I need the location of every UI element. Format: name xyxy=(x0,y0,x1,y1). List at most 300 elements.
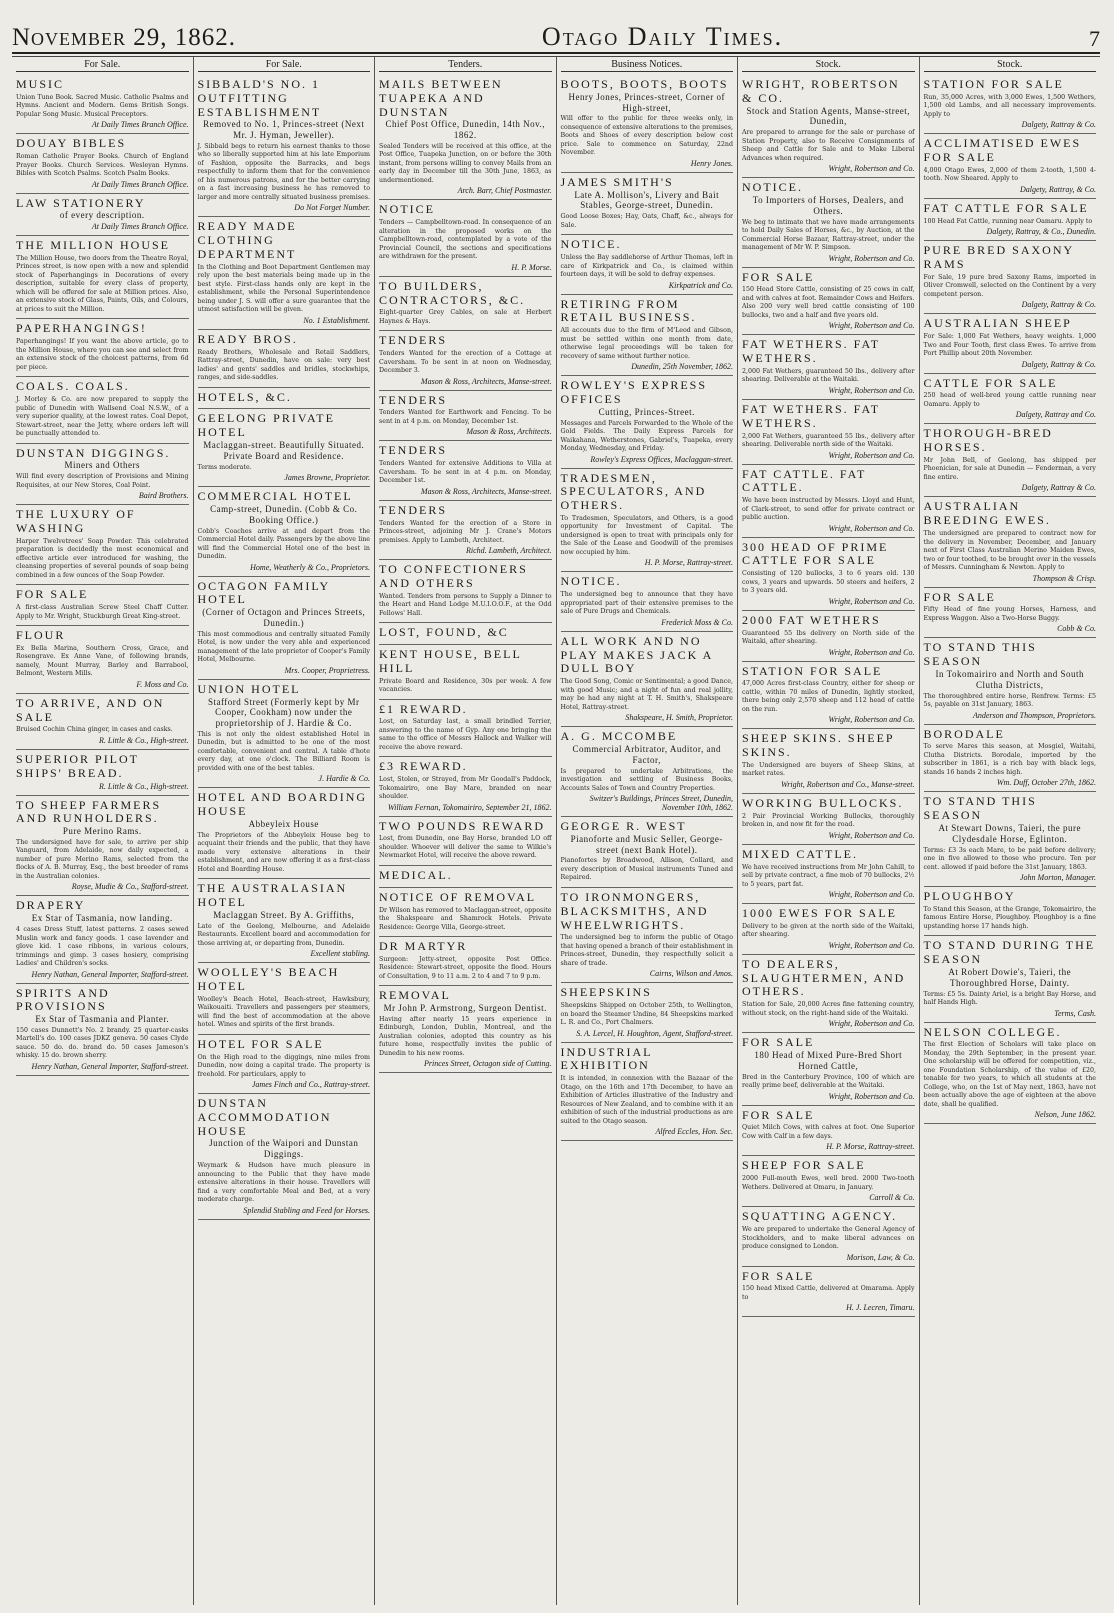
ad-signature: Home, Weatherly & Co., Proprietors. xyxy=(250,562,370,572)
ad-signature: Wright, Robertson and Co. xyxy=(828,450,915,460)
advertisement xyxy=(561,376,734,468)
ad-headline: FOR SALE xyxy=(742,1035,815,1050)
ad-signature: Dalgety, Rattray, & Co. xyxy=(1020,184,1096,194)
ad-body: 2000 Full-mouth Ewes, well bred. 2000 Two-tooth Wethers. Delivered at Omaru, in January. xyxy=(742,1175,915,1191)
advertisement xyxy=(561,1043,734,1142)
column-grid xyxy=(12,57,1100,1605)
page-number: 7 xyxy=(1089,26,1100,51)
advertisement xyxy=(198,963,371,1035)
ad-headline: MAILS BETWEEN TUAPEKA AND DUNSTAN xyxy=(379,77,503,119)
ad-signature: Wright, Robertson and Co. xyxy=(828,164,915,174)
ad-signature: Wright, Robertson and Co. xyxy=(828,890,915,900)
ad-body: The first Election of Scholars will take place on Monday, the 29th September, in the present year. One scholarship will be offered for competition, viz., one Foundation Scholarship, of the value of £20, tenable for two years, to which all students at the College, who, on the 1st of May next, 1863, have not been actually above the age of eighteen at the above date, shall be qualified. xyxy=(923,1041,1096,1108)
ad-body: The thoroughbred entire horse, Renfrew. Terms: £5 5s, payable on 31st January, 1863. xyxy=(923,692,1096,709)
ad-headline: £1 REWARD. xyxy=(379,701,468,716)
advertisement xyxy=(16,75,189,134)
advertisement xyxy=(16,319,189,377)
ad-signature: H. P. Morse, Rattray-street. xyxy=(826,1142,915,1152)
ad-signature: Cobb & Co. xyxy=(1057,624,1096,634)
ad-headline: HOTEL AND BOARDING HOUSE xyxy=(197,790,368,819)
ad-signature: Henry Nathan, General Importer, Stafford-street. xyxy=(31,1061,189,1071)
ad-headline: KENT HOUSE, BELL HILL xyxy=(379,646,522,675)
advertisement xyxy=(16,377,189,443)
ad-body: For Sale, 19 pure bred Saxony Rams, imported in Oliver Cromwell, selected on the Continent by a very competent person. xyxy=(923,273,1096,298)
ad-body: Late of the Geelong, Melbourne, and Adelaide Restaurants. Excellent board and accommodation for those arriving at, or departing from, Dunedin. xyxy=(197,922,370,947)
advertisement xyxy=(379,75,552,200)
ad-body: All accounts due to the firm of M'Leod and Gibson, must be settled within one month from date, otherwise legal proceedings will be taken for recovery of same without further notice. xyxy=(560,327,733,360)
ad-body: Terms moderate. xyxy=(197,463,252,471)
ad-headline: TENDERS xyxy=(379,333,447,348)
advertisement xyxy=(742,611,915,662)
ad-headline: INDUSTRIAL EXHIBITION xyxy=(560,1044,653,1073)
ad-headline: THE AUSTRALASIAN HOTEL xyxy=(197,881,348,910)
advertisement xyxy=(742,465,915,538)
ad-signature: Dalgety, Rattray and Co. xyxy=(1015,410,1096,420)
ad-body: Lost, Stolen, or Strayed, from Mr Goodall's Paddock, Tokomairiro, one Bay Mare, branded on near shoulder. xyxy=(379,776,552,801)
ad-headline: LOST, FOUND, &C xyxy=(379,625,509,640)
ad-headline: SHEEP SKINS. SHEEP SKINS. xyxy=(742,731,895,760)
advertisement xyxy=(742,1106,915,1157)
advertisement xyxy=(198,330,371,388)
advertisement xyxy=(198,388,371,410)
ad-body: Cobb's Coaches arrive at and depart from the Commercial Hotel daily. Passengers by the above line will find the Commercial Hotel one of the best in Dunedin. xyxy=(197,527,370,561)
ad-subheading: Stafford Street (Formerly kept by Mr Cooper, Cookham) now under the proprietorship of J. Hardie & Co. xyxy=(207,696,360,729)
ad-signature: John Morton, Manager. xyxy=(1020,873,1096,883)
ad-signature: Mason & Ross, Architects, Manse-street. xyxy=(420,486,552,496)
ad-signature: At Daily Times Branch Office. xyxy=(91,120,189,130)
ad-signature: Henry Jones. xyxy=(690,158,733,168)
ad-headline: FAT WETHERS. FAT WETHERS. xyxy=(742,401,880,430)
ad-headline: TO IRONMONGERS, BLACKSMITHS, AND WHEELWRIGHTS. xyxy=(560,889,709,932)
ad-body: 2,000 Fat Wethers, guaranteed 55 lbs., delivery after shearing. Deliverable north side of the Waitaki. xyxy=(742,432,915,449)
advertisement xyxy=(561,632,734,727)
ad-body: This is not only the oldest established Hotel in Dunedin, but is admitted to be one of the most comfortable, convenient and central. A table d'hote every day, at one o'clock. The Billiard Room is provided with one of the best tables. xyxy=(197,730,370,772)
ad-headline: FAT WETHERS. FAT WETHERS. xyxy=(742,337,880,366)
ad-body: Is prepared to undertake Arbitrations, the investigation and settling of Business Books, Accounts Sales of Town and Country Properties. xyxy=(560,767,733,792)
ad-signature: Princes Street, Octagon side of Cutting. xyxy=(424,1059,552,1069)
ad-signature: Wright, Robertson and Co. xyxy=(828,830,915,840)
ad-signature: Anderson and Thompson, Proprietors. xyxy=(972,710,1096,720)
advertisement xyxy=(198,879,371,963)
ad-headline: THE MILLION HOUSE xyxy=(16,238,170,253)
ad-signature: Wright, Robertson and Co. xyxy=(828,385,915,395)
ad-body: 150 Head Store Cattle, consisting of 25 cows in calf, and with calves at foot. Remainder Cows and Heifers. Also 200 very well bred cattle consisting of 100 bullocks, two and a half and five years old. xyxy=(742,286,915,319)
advertisement xyxy=(198,788,371,879)
advertisement xyxy=(561,888,734,983)
ad-body: Paperhangings! If you want the above article, go to the Million House, where you can see and select from an extensive stock of the choicest patterns, from 6d per piece. xyxy=(16,338,189,371)
ad-body: To serve Mares this season, at Mosgiel, Waitahi, Clutha Districts. Borodale, imported by the subscriber in 1861, is a rich bay with black legs, stands 16 hands 2 inches high. xyxy=(923,743,1096,776)
ad-subheading: Late A. Mollison's, Livery and Bait Stables, George-street, Dunedin. xyxy=(574,189,720,211)
ad-headline: FOR SALE xyxy=(742,269,815,284)
ad-signature: Nelson, June 1862. xyxy=(1034,1110,1096,1120)
advertisement xyxy=(742,1033,915,1105)
advertisement xyxy=(379,866,552,888)
advertisement xyxy=(379,441,552,500)
ad-headline: TRADESMEN, SPECULATORS, AND OTHERS. xyxy=(560,470,707,513)
ad-headline: STATION FOR SALE xyxy=(923,77,1064,91)
ad-headline: PAPERHANGINGS! xyxy=(16,321,147,336)
ad-subheading: Chief Post Office, Dunedin, 14th Nov., 1862. xyxy=(385,119,545,141)
advertisement xyxy=(198,1094,371,1219)
ad-body: Run, 35,000 Acres, with 3,000 Ewes, 1,500 Wethers, 1,500 old Lambs, and all necessary improvements. Apply to xyxy=(923,93,1096,118)
advertisement xyxy=(379,623,552,645)
advertisement xyxy=(561,75,734,173)
masthead xyxy=(12,8,1100,54)
ad-headline: FOR SALE xyxy=(923,589,996,604)
ad-signature: H. J. Lecren, Timaru. xyxy=(846,1303,915,1313)
ad-subheading: Ex Star of Tasmania and Planter. xyxy=(35,1014,170,1025)
ad-headline: ALL WORK AND NO PLAY MAKES JACK A DULL BOY xyxy=(560,633,713,676)
advertisement xyxy=(379,937,552,986)
advertisement xyxy=(16,896,189,983)
ad-headline: WOOLLEY'S BEACH HOTEL xyxy=(197,965,340,993)
ad-headline: COMMERCIAL HOTEL xyxy=(197,489,353,504)
ad-body: In the Clothing and Boot Department Gentlemen may rely upon the best materials being made up in the best style. First-class hands only are kept in the establishment, while the Personal Superintendence being under J. S. will offer a sure guarantee that the utmost satisfaction will be given. xyxy=(197,263,370,314)
ad-subheading: Maclaggan Street. By A. Griffiths, xyxy=(213,909,355,920)
ad-body: Private Board and Residence, 30s per week. A few vacancies. xyxy=(379,677,552,694)
advertisement xyxy=(742,1207,915,1266)
ad-body: To Stand this Season, at the Grange, Tokomairiro, the famous Entire Horse, Ploughboy. Ploughboy is a fine upstanding horse 17 hands high. xyxy=(923,905,1096,930)
ad-headline: SUPERIOR PILOT SHIPS' BREAD. xyxy=(16,751,139,780)
ad-body: Lost, on Saturday last, a small brindled Terrier, answering to the name of Gyp. Any one bringing the same to the office of Messrs Hallock and Walker will receive the above reward. xyxy=(379,718,552,751)
ad-headline: DUNSTAN ACCOMMODATION HOUSE xyxy=(197,1096,332,1138)
ad-signature: Rowley's Express Offices, Maclaggan-street. xyxy=(590,454,733,464)
ad-headline: NOTICE. xyxy=(742,180,803,195)
advertisement xyxy=(742,904,915,955)
ad-signature: Kirkpatrick and Co. xyxy=(668,280,733,290)
ad-body: Eight-quarter Grey Cables, on sale at Herbert Haynes & Hays. xyxy=(379,309,552,325)
ad-headline: SHEEP FOR SALE xyxy=(742,1158,866,1173)
ad-headline: SQUATTING AGENCY. xyxy=(742,1209,898,1224)
advertisement xyxy=(198,1035,371,1094)
ad-body: The undersigned are prepared to contract now for the delivery in November, December, and January next of First Class Australian Merino Maiden Ewes, two or four toothed, to be brought over in the vessels of Messrs. Cunningham & Newton. Apply to xyxy=(923,530,1096,572)
ad-signature: Dalgety, Rattray & Co. xyxy=(1021,300,1096,310)
ad-headline: TWO POUNDS REWARD xyxy=(379,818,545,833)
ad-signature: Arch. Barr, Chief Postmaster. xyxy=(457,186,552,196)
advertisement xyxy=(379,391,552,442)
ad-headline: MIXED CATTLE. xyxy=(742,846,858,861)
ad-subheading: At Robert Dowie's, Taieri, the Thoroughbred Horse, Dainty. xyxy=(948,966,1072,988)
ad-headline: TENDERS xyxy=(379,443,447,458)
ad-subheading: Ex Star of Tasmania, now landing. xyxy=(31,913,173,924)
column-header: Stock. xyxy=(924,57,1097,72)
ad-headline: CATTLE FOR SALE xyxy=(923,375,1058,390)
ad-headline: RETIRING FROM RETAIL BUSINESS. xyxy=(560,296,697,325)
ad-subheading: Henry Jones, Princes-street, Corner of High-street, xyxy=(568,91,725,113)
ad-signature: Dalgety, Rattray & Co. xyxy=(1021,120,1096,130)
ad-body: Sealed Tenders will be received at this office, at the Post Office, Tuapeka Junction, on or before the 30th instant, from persons willing to convey Mails from an early day in December till the 30th June, 1863, as undermentioned. xyxy=(379,142,552,184)
ad-signature: Wright, Robertson and Co. xyxy=(828,715,915,725)
column-header: Tenders. xyxy=(379,57,552,72)
ad-signature: H. P. Morse, Rattray-street. xyxy=(644,558,733,568)
ad-signature: At Daily Times Branch Office. xyxy=(91,222,189,232)
ad-subheading: In Tokomairiro and North and South Clutha Districts, xyxy=(935,668,1084,690)
ad-headline: HOTEL FOR SALE xyxy=(197,1036,324,1051)
column-2 xyxy=(194,57,376,1605)
ad-body: Terms: £5 5s. Dainty Ariel, is a bright Bay Horse, and half Hands High. xyxy=(923,990,1096,1007)
advertisement xyxy=(16,694,189,750)
ad-headline: TO STAND DURING THE SEASON xyxy=(923,938,1096,967)
ad-body: Delivery to be given at the north side of the Waitaki, after shearing. xyxy=(742,922,915,939)
advertisement xyxy=(379,817,552,866)
ad-headline: AUSTRALIAN SHEEP xyxy=(923,316,1072,331)
ad-body: Bruised Cochin China ginger, in cases and casks. xyxy=(16,726,173,734)
ad-signature: Excellent stabling. xyxy=(310,949,370,959)
ad-signature: Wright, Robertson and Co. xyxy=(828,1019,915,1029)
ad-signature: Henry Nathan, General Importer, Stafford-street. xyxy=(31,969,189,979)
ad-body: Tenders — Campbelltown-road. In consequence of an alteration in the proposed works on the Campbelltown-road, contemplated by a vote of the Provincial Council, the sections and specifications are withdrawn for the present. xyxy=(379,219,552,261)
advertisement xyxy=(742,400,915,465)
ad-subheading: Maclaggan-street. Beautifully Situated. Private Board and Residence. xyxy=(203,440,365,461)
advertisement xyxy=(742,75,915,178)
ad-headline: DR MARTYR xyxy=(379,939,468,954)
advertisement xyxy=(16,134,189,193)
ad-headline: DRAPERY xyxy=(16,898,86,913)
ad-body: The Good Song, Comic or Sentimental; a good Dance, with good Music; and a night of fun and real jollity, may be had any night at T. H. Smith's, Shakspeare Hotel, Rattray-street. xyxy=(560,678,733,711)
advertisement xyxy=(16,236,189,319)
ad-body: 100 Head Fat Cattle, running near Oamaru. Apply to xyxy=(923,217,1093,225)
ad-body: Bred in the Canterbury Province, 100 of which are really prime beef, deliverable at the Waitaki. xyxy=(742,1073,915,1090)
ad-signature: Frederick Moss & Co. xyxy=(661,617,733,627)
advertisement xyxy=(379,200,552,276)
ad-headline: REMOVAL xyxy=(379,988,451,1003)
ad-body: We have been instructed by Messrs. Lloyd and Hunt, of Clark-street, to send offer for private contract or public auction. xyxy=(742,497,915,522)
ad-headline: 1000 EWES FOR SALE xyxy=(742,906,898,921)
ad-body: Surgeon: Jetty-street, opposite Post Office. Residence: Stewart-street, opposite the flood. Hours of Consultation, 9 to 11 a.m. 2 to 4 and 7 to 9 p.m. xyxy=(379,955,552,980)
ad-body: The undersigned have for sale, to arrive per ship Vanguard, from Adelaide, now daily expected, a number of pure Merino Rams, selected from the flocks of A. B. Murray, Esq., the best breeder of rams in the Australian colonies. xyxy=(16,838,189,880)
ad-headline: DOUAY BIBLES xyxy=(16,136,127,151)
ad-body: To Tradesmen, Speculators, and Others, is a good opportunity for Investment of Capital. The undersigned is open to treat with principals only for the Sale of the Lease and Goodwill of the premises now occupied by him. xyxy=(560,514,733,556)
ad-subheading: of every description. xyxy=(59,210,145,221)
column-6 xyxy=(920,57,1101,1605)
ad-signature: J. Hardie & Co. xyxy=(318,774,370,784)
ad-headline: BOOTS, BOOTS, BOOTS xyxy=(560,77,729,91)
advertisement xyxy=(742,794,915,845)
ad-headline: TO ARRIVE, AND ON SALE xyxy=(16,695,165,724)
advertisement xyxy=(379,888,552,937)
advertisement xyxy=(924,588,1097,639)
ad-headline: UNION HOTEL xyxy=(197,681,301,696)
ad-subheading: Abbeyleix House xyxy=(248,819,319,830)
ad-body: Having after nearly 15 years experience in Edinburgh, London, Dublin, Montreal, and the Australian colonies, adopted this country as his future home, respectfully invites the public of Dunedin to his new rooms. xyxy=(379,1015,552,1057)
advertisement xyxy=(16,444,189,506)
ad-body: The Million House, two doors from the Theatre Royal, Princes street, is now open with a new and splendid stock of Paperhangings in Decorations of every description, suitable for every class of property, which will be offered for sale at Million prices. Also, an extensive stock of Glass, Paints, Oils, and Colours, at prices to suit the Million. xyxy=(16,254,189,313)
advertisement xyxy=(924,75,1097,134)
ad-headline: SIBBALD'S NO. 1 OUTFITTING ESTABLISHMENT xyxy=(197,77,322,119)
ad-headline: FLOUR xyxy=(16,628,66,643)
ad-subheading: Mr John P. Armstrong, Surgeon Dentist. xyxy=(383,1003,547,1014)
ad-body: 2,000 Fat Wethers, guaranteed 50 lbs., delivery after shearing. Deliverable at the Waitaki. xyxy=(742,367,915,384)
ad-headline: NOTICE. xyxy=(560,574,622,589)
advertisement xyxy=(924,314,1097,373)
advertisement xyxy=(924,424,1097,497)
advertisement xyxy=(379,277,552,332)
advertisement xyxy=(16,750,189,796)
ad-signature: Wright, Robertson and Co. xyxy=(828,1091,915,1101)
ad-body: 4,000 Otago Ewes, 2,000 of them 2-tooth, 1,500 4-tooth. Now Sheared. Apply to xyxy=(923,166,1096,183)
advertisement xyxy=(198,680,371,789)
advertisement xyxy=(16,505,189,585)
ad-headline: GEORGE R. WEST xyxy=(560,819,687,834)
ad-headline: NELSON COLLEGE. xyxy=(923,1024,1062,1039)
advertisement xyxy=(742,178,915,267)
advertisement xyxy=(16,585,189,626)
ad-headline: LAW STATIONERY xyxy=(16,195,146,210)
ad-body: Roman Catholic Prayer Books. Church of England Prayer Books. Church Services. Wesleyan Hymns. Bibles with Scotch Psalms. Scotch Psalm Books. xyxy=(16,153,189,178)
ad-headline: TO DEALERS, SLAUGHTERMEN, AND OTHERS. xyxy=(742,956,906,999)
ad-headline: ROWLEY'S EXPRESS OFFICES xyxy=(560,378,708,406)
advertisement xyxy=(924,134,1097,199)
ad-signature: James Browne, Proprietor. xyxy=(284,473,370,483)
ad-headline: THOROUGH-BRED HORSES. xyxy=(923,426,1053,455)
ad-body: Woolley's Beach Hotel, Beach-street, Hawksbury, Waikouaiti. Travellers and passengers per steamers, will find the best of accommodation at the above hotel. Wines and spirits of the first brands. xyxy=(197,995,370,1029)
advertisement xyxy=(379,560,552,623)
ad-signature: Wright, Robertson and Co. xyxy=(828,596,915,606)
ad-headline: STATION FOR SALE xyxy=(742,663,883,678)
ad-signature: R. Little & Co., High-street. xyxy=(99,781,189,791)
advertisement xyxy=(379,645,552,700)
ad-signature: Mason & Ross, Architects, Manse-street. xyxy=(420,376,552,386)
column-1 xyxy=(12,57,194,1605)
advertisement xyxy=(742,268,915,336)
advertisement xyxy=(198,409,371,487)
ad-headline: SHEEPSKINS xyxy=(560,985,652,1000)
ad-signature: Wm. Duff, October 27th, 1862. xyxy=(996,778,1096,788)
ad-headline: SPIRITS AND PROVISIONS xyxy=(16,985,110,1014)
column-4 xyxy=(557,57,739,1605)
ad-body: Messages and Parcels Forwarded to the Whole of the Gold Fields. The Daily Express Parcels for Waikahana, Wetherstones, Gabriel's, Tuapeka, every Monday, Wednesday, and Friday. xyxy=(560,419,733,453)
advertisement xyxy=(742,335,915,400)
ad-headline: OCTAGON FAMILY HOTEL xyxy=(197,578,330,607)
ad-subheading: Camp-street, Dunedin. (Cobb & Co. Booking Office.) xyxy=(210,503,358,525)
ad-body: On the High road to the diggings, nine miles from Dunedin, now doing a capital trade. The property is freehold. For particulars, apply to xyxy=(197,1053,370,1078)
ad-body: Terms: £3 3s each Mare, to be paid before delivery; one in five allowed to those who procure. Ten per cent. allowed if paid before the 31st January, 1863. xyxy=(923,846,1096,871)
ad-body: Quiet Milch Cows, with calves at foot. One Superior Cow with Calf in a few days. xyxy=(742,1124,915,1140)
column-3 xyxy=(375,57,557,1605)
ad-signature: Switzer's Buildings, Princes Street, Dunedin, November 10th, 1862. xyxy=(589,794,733,813)
ad-headline: TO STAND THIS SEASON xyxy=(923,794,1037,823)
ad-headline: FOR SALE xyxy=(742,1107,815,1122)
ad-body: Wanted. Tenders from persons to Supply a Dinner to the Heart and Hand Lodge M.U.I.O.O.F., at the Odd Fellows' Hall. xyxy=(379,592,552,617)
ad-body: Harper Twelvetrees' Soap Powder. This celebrated preparation is decidedly the most economical and effective article ever introduced for washing, the cleansing properties of several pounds of soap being combined in a few ounces of the Soap Powder. xyxy=(16,537,189,579)
advertisement xyxy=(561,727,734,817)
ad-signature: Wright, Robertson and Co. xyxy=(828,253,915,263)
ad-body: Mr John Bell, of Geelong, has shipped per Phoenician, for sale at Dunedin — Fenderman, a very fine entire. xyxy=(923,456,1096,481)
ad-headline: 2000 FAT WETHERS xyxy=(742,612,881,627)
ad-signature: H. P. Morse. xyxy=(511,262,552,272)
ad-signature: Wright, Robertson and Co. xyxy=(828,647,915,657)
ad-body: We are prepared to undertake the General Agency of Stockholders, and to make liberal advances on produce consigned to London. xyxy=(742,1226,915,1250)
ad-signature: Mrs. Cooper, Proprietress. xyxy=(284,665,370,675)
ad-body: Tenders Wanted for Earthwork and Fencing. To be sent in at 4 p.m. on Monday, December 1st. xyxy=(379,409,552,425)
ad-headline: HOTELS, &C. xyxy=(197,389,292,404)
advertisement xyxy=(924,199,1097,241)
ad-signature: William Fernan, Tokomairiro, September 21, 1862. xyxy=(387,802,552,812)
ad-headline: MEDICAL. xyxy=(379,867,453,882)
ad-headline: READY BROS. xyxy=(197,331,298,346)
column-header: For Sale. xyxy=(198,57,371,72)
ad-signature: Wright, Robertson and Co. xyxy=(828,940,915,950)
ad-headline: NOTICE OF REMOVAL xyxy=(379,889,537,904)
advertisement xyxy=(16,194,189,237)
ad-body: It is intended, in connexion with the Bazaar of the Otago, on the 16th and 17th December, to have an Exhibition of Articles illustrative of the Industry and Resources of New Zealand, and to combine with it an exhibition of such of the industrial productions as are suited to the Otago season. xyxy=(560,1075,733,1125)
ad-headline: GEELONG PRIVATE HOTEL xyxy=(197,411,335,440)
advertisement xyxy=(561,817,734,888)
ad-body: Lost, from Dunedin, one Bay Horse, branded LO off shoulder. Whoever will deliver the same to Wilkie's Newmarket Hotel, will receive the above reward. xyxy=(379,835,552,860)
advertisement xyxy=(924,638,1097,724)
advertisement xyxy=(924,725,1097,793)
advertisement xyxy=(924,887,1097,936)
advertisement xyxy=(924,374,1097,425)
ad-signature: Wright, Robertson and Co. xyxy=(828,523,915,533)
ad-body: Pianofortes by Broadwood, Allison, Collard, and every description of Musical instruments Tuned and Repaired. xyxy=(560,857,733,882)
ad-body: J. Sibbald begs to return his earnest thanks to those who so liberally supported him at his late Emporium of Fashion, opposite the Barracks, and begs respectfully to inform them that for the convenience of his numerous patrons, and for the better carrying on a fast increasing business he has removed to larger and more centrally situated business premises. xyxy=(197,142,370,201)
ad-subheading: At Stewart Downs, Taieri, the pure Clydesdale Horse, Eglinton. xyxy=(938,822,1081,844)
ad-headline: TO SHEEP FARMERS AND RUNHOLDERS. xyxy=(16,797,162,826)
ad-signature: Dunedin, 25th November, 1862. xyxy=(631,362,733,372)
ad-signature: Shakspeare, H. Smith, Proprietor. xyxy=(625,713,733,723)
ad-headline: NOTICE. xyxy=(560,237,622,252)
ad-subheading: Pure Merino Rams. xyxy=(62,826,142,837)
ad-headline: TENDERS xyxy=(379,502,447,517)
ad-body: 150 cases Dunnett's No. 2 brandy. 25 quarter-casks Martell's do. 100 cases JDKZ geneva. 50 cases Clyde sauce. 50 do. do. brand do. 50 cases Jameson's whisky. 15 do. brown sherry. xyxy=(16,1026,189,1060)
ad-body: Will find every description of Provisions and Mining Requisites, at our New Stores, Coal Point. xyxy=(16,473,189,489)
advertisement xyxy=(924,936,1097,1022)
ad-subheading: Removed to No. 1, Princes-street (Next Mr. J. Hyman, Jeweller). xyxy=(203,119,365,141)
ad-body: The Proprietors of the Abbeyleix House beg to acquaint their friends and the public, that they have made very extensive alterations in their establishment, and are now offering it as a first-class Hotel and Boarding House. xyxy=(197,831,370,873)
advertisement xyxy=(924,792,1097,887)
ad-subheading: Cutting, Princes-Street. xyxy=(598,406,695,417)
advertisement xyxy=(16,626,189,694)
ad-signature: Mason & Ross, Architects. xyxy=(466,427,552,437)
advertisement xyxy=(198,75,371,217)
advertisement xyxy=(561,983,734,1042)
issue-date: November 29, 1862. xyxy=(12,24,237,51)
ad-subheading: Pianoforte and Music Seller, George-street (next Bank Hotel). xyxy=(570,833,723,855)
ad-body: 47,000 Acres first-class Country, either for sheep or cattle, within 70 miles of Dunedin, lightly stocked, there being only 2,570 sheep and 112 head of cattle on the run. xyxy=(742,680,915,713)
ad-body: The undersigned beg to announce that they have appropriated part of their extensive premises to the sale of Pure Drugs and Chemicals. xyxy=(560,591,733,616)
ad-headline: 300 HEAD OF PRIME CATTLE FOR SALE xyxy=(742,539,889,568)
ad-subheading: Commercial Arbitrator, Auditor, and Factor, xyxy=(572,743,721,765)
ad-body: Weymark & Hudson have much pleasure in announcing to the Public that they have made extensive alterations in their house. Travellers will find a very comfortable Meal and Bed, at a very moderate charge. xyxy=(197,1162,370,1204)
ad-body: Are prepared to arrange for the sale or purchase of Station Property, also to Receive Consignments of Sheep and Cattle for Sale and to Make Liberal Advances when required. xyxy=(742,129,915,162)
ad-headline: JAMES SMITH'S xyxy=(560,174,674,189)
ad-headline: TO STAND THIS SEASON xyxy=(923,640,1037,669)
ad-signature: Splendid Stabling and Feed for Horses. xyxy=(243,1205,370,1215)
column-header: Business Notices. xyxy=(561,57,734,72)
ad-signature: Terms, Cash. xyxy=(1054,1008,1096,1018)
ad-headline: PURE BRED SAXONY RAMS xyxy=(923,243,1074,271)
advertisement xyxy=(742,538,915,611)
ad-headline: FOR SALE xyxy=(742,1268,815,1283)
ad-signature: At Daily Times Branch Office. xyxy=(91,179,189,189)
ad-headline: COALS. COALS. xyxy=(16,379,130,394)
ad-signature: No. 1 Establishment. xyxy=(303,315,370,325)
ad-signature: S. A. Lercel, H. Houghton, Agent, Stafford-street. xyxy=(576,1028,733,1038)
ad-body: Station for Sale, 20,000 Acres fine fattening country, without stock, on the right-hand side of the Waitaki. xyxy=(742,1001,915,1017)
ad-headline: FAT CATTLE. FAT CATTLE. xyxy=(742,466,867,495)
advertisement xyxy=(379,700,552,758)
advertisement xyxy=(379,331,552,390)
advertisement xyxy=(561,572,734,631)
advertisement xyxy=(561,469,734,573)
ad-body: 250 head of well-bred young cattle running near Oamaru. Apply to xyxy=(923,392,1096,408)
ad-body: Tenders Wanted for the erection of a Cottage at Caversham. To be sent in at noon on Wednesday, December 3. xyxy=(379,350,552,375)
advertisement xyxy=(742,1267,915,1318)
advertisement xyxy=(379,757,552,816)
ad-signature: Morison, Law, & Co. xyxy=(846,1252,915,1262)
ad-body: Tenders Wanted for extensive Additions to Villa at Caversham. To be sent in at 4 p.m. on Monday, December 1st. xyxy=(379,460,552,485)
